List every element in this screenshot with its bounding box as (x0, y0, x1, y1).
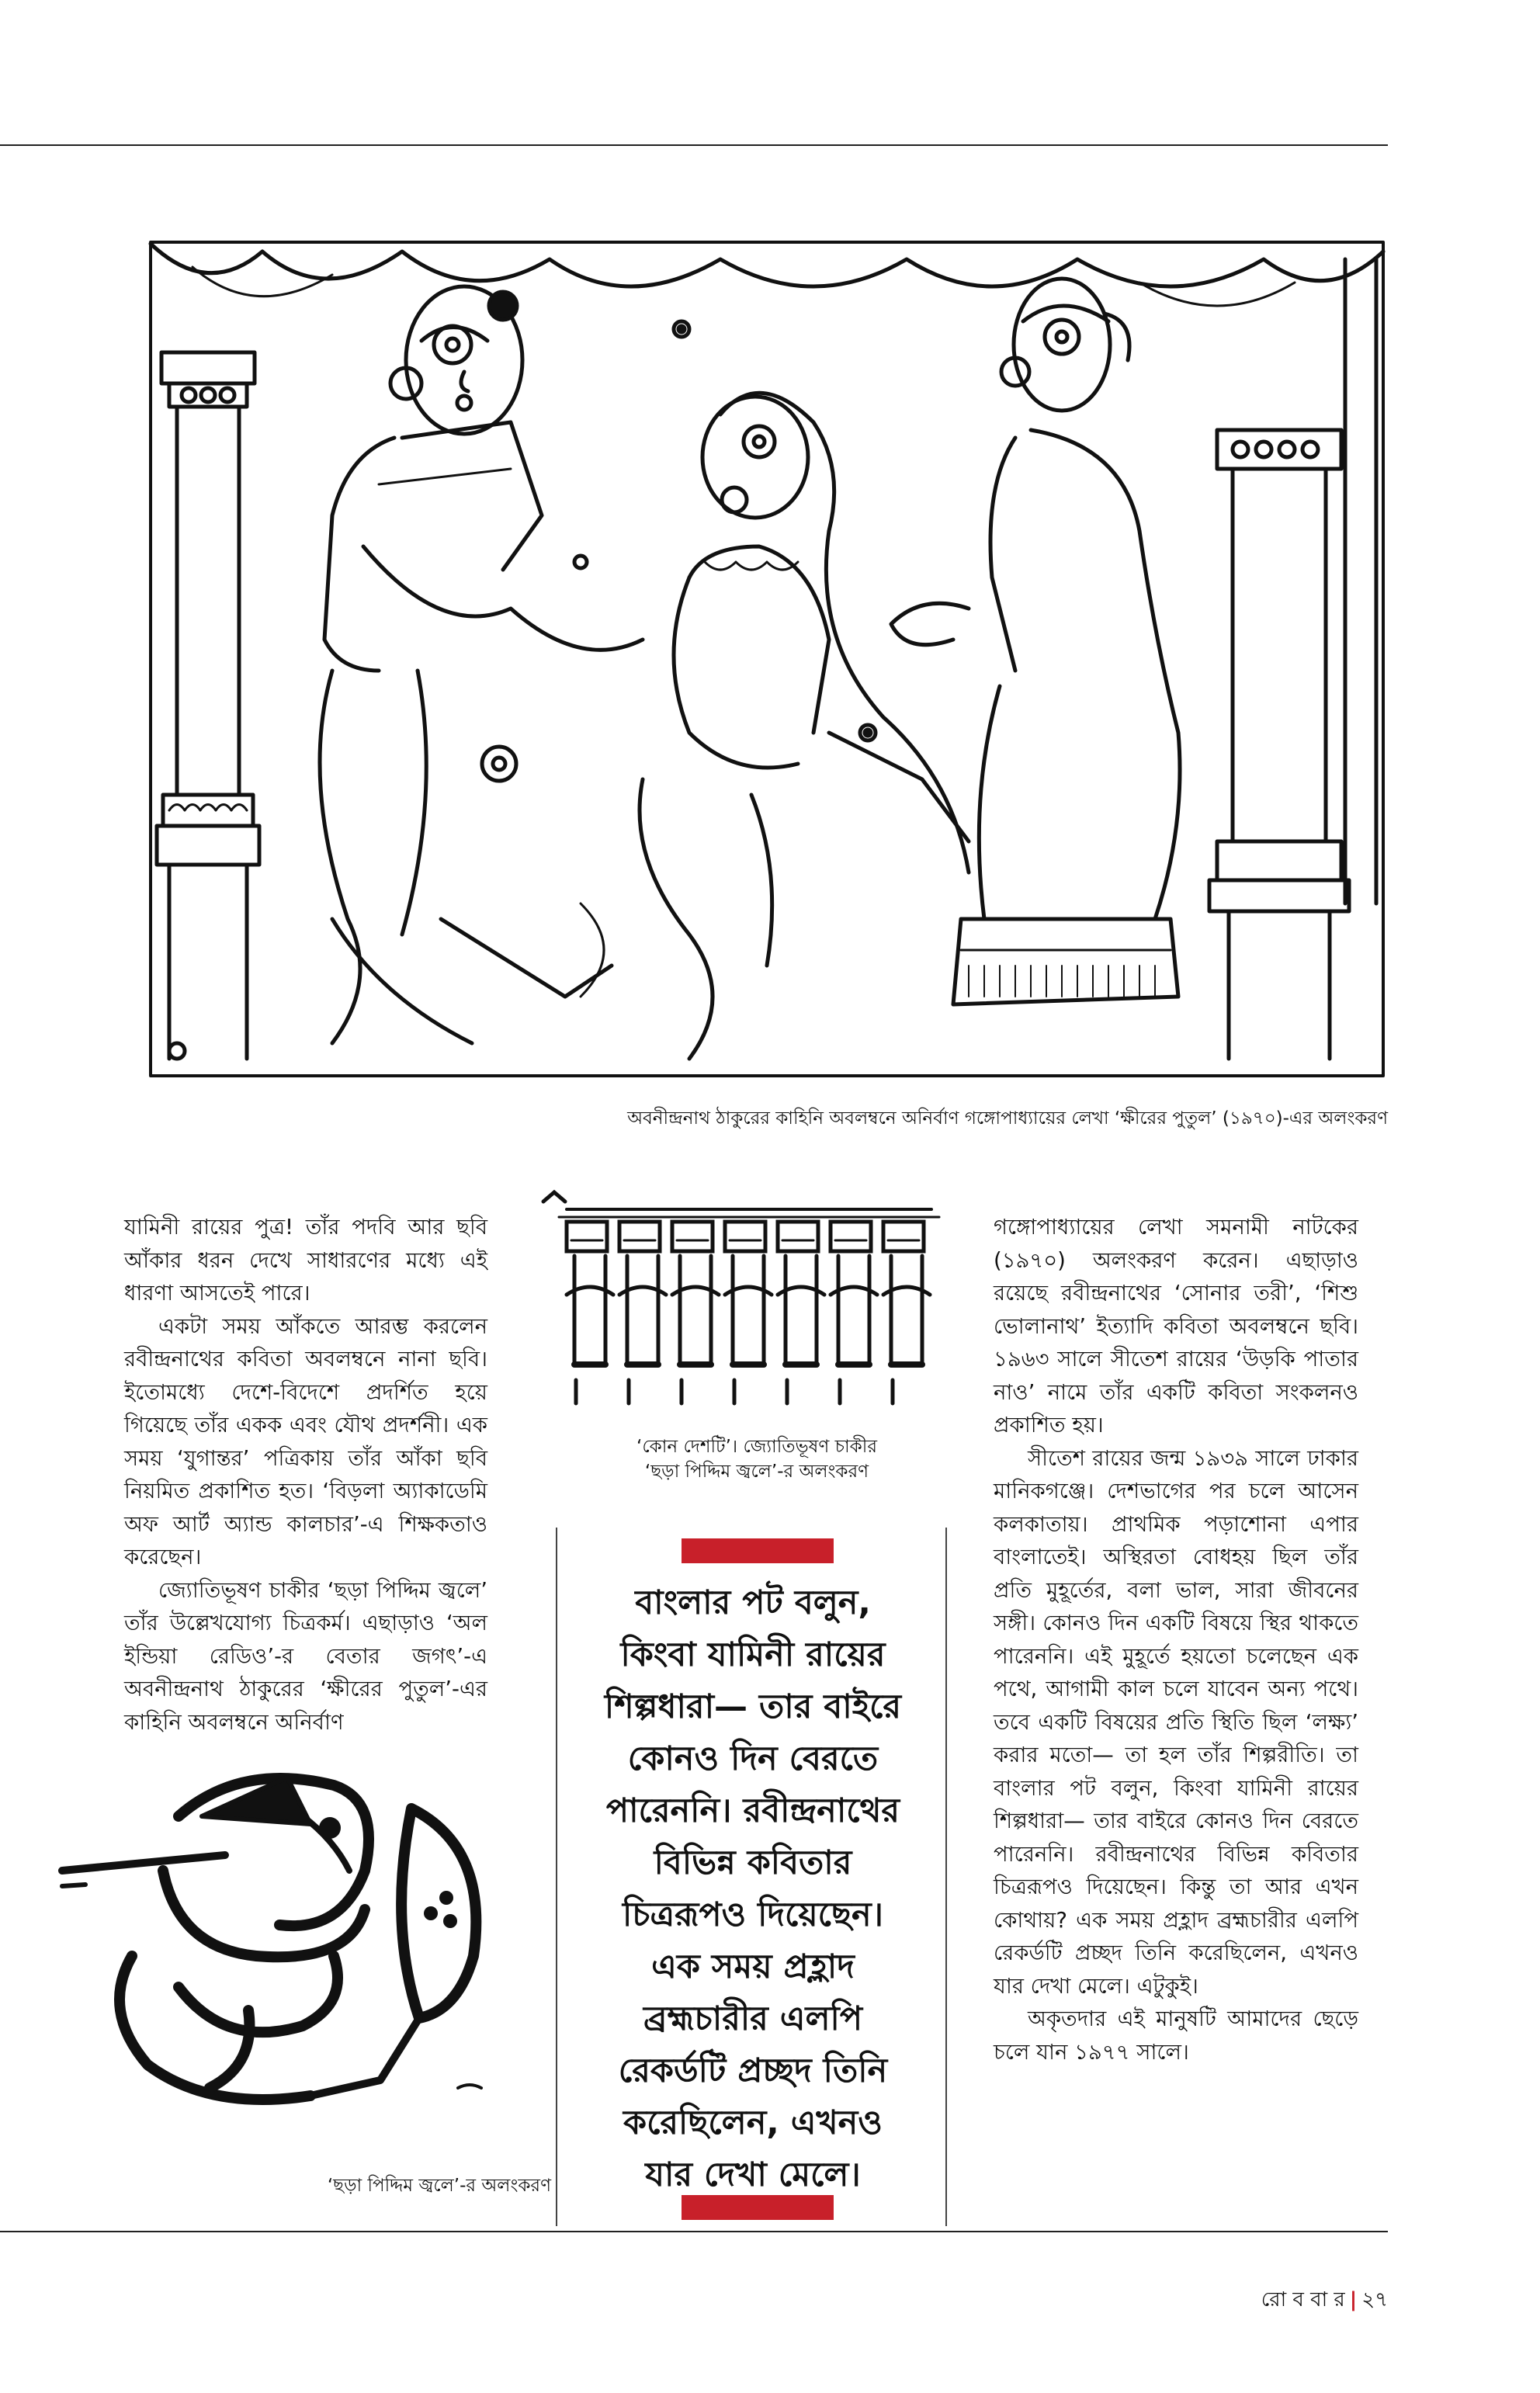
pull-quote-line: যার দেখা মেলে। (645, 2155, 861, 2194)
pull-quote-line: কোনও দিন বেরতে (627, 1739, 879, 1778)
woman-left (320, 286, 643, 1043)
pull-quote-line: পারেননি। রবীন্দ্রনাথের (605, 1791, 900, 1830)
pull-quote-line: কিংবা যামিনী রায়ের (620, 1635, 886, 1674)
page-number: ২৭ (1361, 2288, 1388, 2311)
paragraph: যামিনী রায়ের পুত্র! তাঁর পদবি আর ছবি আঁকার ধরন দেখে সাধারণের মধ্যে এই ধারণা আসতেই পারে। (124, 1215, 487, 1306)
right-pillar (1209, 259, 1376, 1059)
caption-line: ‘ছড়া পিদ্দিম জ্বলে’-র অলংকরণ (644, 1462, 869, 1482)
flute-player-illustration (54, 1754, 512, 2127)
paragraph: অকৃতদার এই মানুষটি আমাদের ছেড়ে চলে যান ১৯৭৭ সালে। (994, 2006, 1358, 2065)
column-divider-right (945, 1528, 947, 2226)
magazine-name: রো ব বা র (1261, 2288, 1345, 2311)
caption-line: ‘কোন দেশটি’। জ্যোতিভূষণ চাকীর (636, 1437, 877, 1457)
kon-deshti-caption (590, 1434, 924, 1484)
main-illustration (146, 236, 1388, 1082)
woman-right (891, 279, 1180, 1004)
figure-row (567, 1222, 930, 1403)
paragraph: সীতেশ রায়ের জন্ম ১৯৩৯ সালে ঢাকার মানিকগঞ্জে। দেশভাগের পর চলে আসেন কলকাতায়। প্রাথমিক পড়াশোনা এপার বাংলাতেই। অস্থিরতা বোধহয় ছিল তাঁর প্রতি মুহূর্তের, বলা ভাল, সারা জীবনের সঙ্গী। কোনও দিন একটি বিষয়ে স্থির থাকতে পারেননি। এই মুহূর্তে হয়তো চলেছেন এক পথে, আগামী কাল চলে যাবেন অন্য পথে। তবে একটি বিষয়ের প্রতি স্থিতি ছিল ‘লক্ষ্য’ করার মতো— তা হল তাঁর শিল্পরীতি। তা বাংলার পট বলুন, কিংবা যামিনী রায়ের শিল্পধারা— তার বাইরে কোনও দিন বেরতে পারেননি। রবীন্দ্রনাথের বিভিন্ন কবিতার চিত্ররূপও দিয়েছেন। কিন্তু তা আর এখন কোথায়? এক সময় প্রহ্লাদ ব্রহ্মচারীর এলপি রেকর্ডটি প্রচ্ছদ তিনি করেছিলেন, এখনও যার দেখা মেলে। এটুকুই। (994, 1445, 1358, 1999)
page-folio (1261, 2284, 1388, 2318)
flute-player-caption: ‘ছড়া পিদ্দিম জ্বলে’-র অলংকরণ (327, 2176, 551, 2196)
pull-quote-bottom-bar (682, 2195, 834, 2220)
pull-quote-line: বিভিন্ন কবিতার (654, 1843, 852, 1882)
bottom-rule (0, 2231, 1388, 2232)
pull-quote-line: ব্রহ্মচারীর এলপি (643, 1999, 863, 2038)
paragraph: জ্যোতিভূষণ চাকীর ‘ছড়া পিদ্দিম জ্বলে’ তাঁর উল্লেখযোগ্য চিত্রকর্ম। এছাড়াও ‘অল ইন্ডিয়া রেডিও’-র বেতার জগৎ’-এ অবনীন্দ্রনাথ ঠাকুরের ‘ক্ষীরের পুতুল’-এর কাহিনি অবলম্বনে অনির্বাণ (124, 1577, 487, 1735)
paragraph: একটা সময় আঁকতে আরম্ভ করলেন রবীন্দ্রনাথের কবিতা অবলম্বনে নানা ছবি। ইতোমধ্যে দেশে-বিদেশে প্রদর্শিত হয়ে গিয়েছে তাঁর একক এবং যৌথ প্রদর্শনী। এক সময় ‘যুগান্তর’ পত্রিকায় তাঁর আঁকা ছবি নিয়মিত প্রকাশিত হত। ‘বিড়লা অ্যাকাডেমি অফ আর্ট অ্যান্ড কালচার’-এ শিক্ষকতাও করেছেন। (124, 1313, 487, 1569)
pull-quote-line: এক সময় প্রহ্লাদ (651, 1947, 855, 1986)
folio-separator: | (1349, 2288, 1358, 2311)
pull-quote-line: করেছিলেন, এখনও (623, 2103, 883, 2142)
top-rule (0, 144, 1388, 146)
pull-quote-top-bar (682, 1538, 834, 1563)
pull-quote-line: শিল্পধারা— তার বাইরে (604, 1687, 902, 1726)
article-column-right (994, 1211, 1358, 2069)
pull-quote-line: রেকর্ডটি প্রচ্ছদ তিনি (618, 2051, 888, 2090)
column-divider-left (556, 1528, 557, 2226)
article-column-left (124, 1211, 487, 1739)
main-illustration-caption: অবনীন্দ্রনাথ ঠাকুরের কাহিনি অবলম্বনে অনির্বাণ গঙ্গোপাধ্যায়ের লেখা ‘ক্ষীরের পুতুল’ (১৯৭০)-এর অলংকরণ (627, 1108, 1388, 1129)
pull-quote-line: চিত্ররূপও দিয়েছেন। (622, 1895, 884, 1934)
left-pillar (157, 352, 259, 1059)
paragraph: গঙ্গোপাধ্যায়ের লেখা সমনামী নাটকের (১৯৭০) অলংকরণ করেন। এছাড়াও রয়েছে রবীন্দ্রনাথের ‘সোনার তরী’, ‘শিশু ভোলানাথ’ ইত্যাদি কবিতা অবলম্বনে ছবি। ১৯৬৩ সালে সীতেশ রায়ের ‘উড়কি পাতার নাও’ নামে তাঁর একটি কবিতা সংকলনও প্রকাশিত হয়। (994, 1215, 1358, 1438)
pull-quote-line: বাংলার পট বলুন, (635, 1583, 871, 1622)
pull-quote (574, 1577, 931, 2201)
kon-deshti-illustration (536, 1186, 962, 1411)
woman-center (640, 393, 969, 1059)
